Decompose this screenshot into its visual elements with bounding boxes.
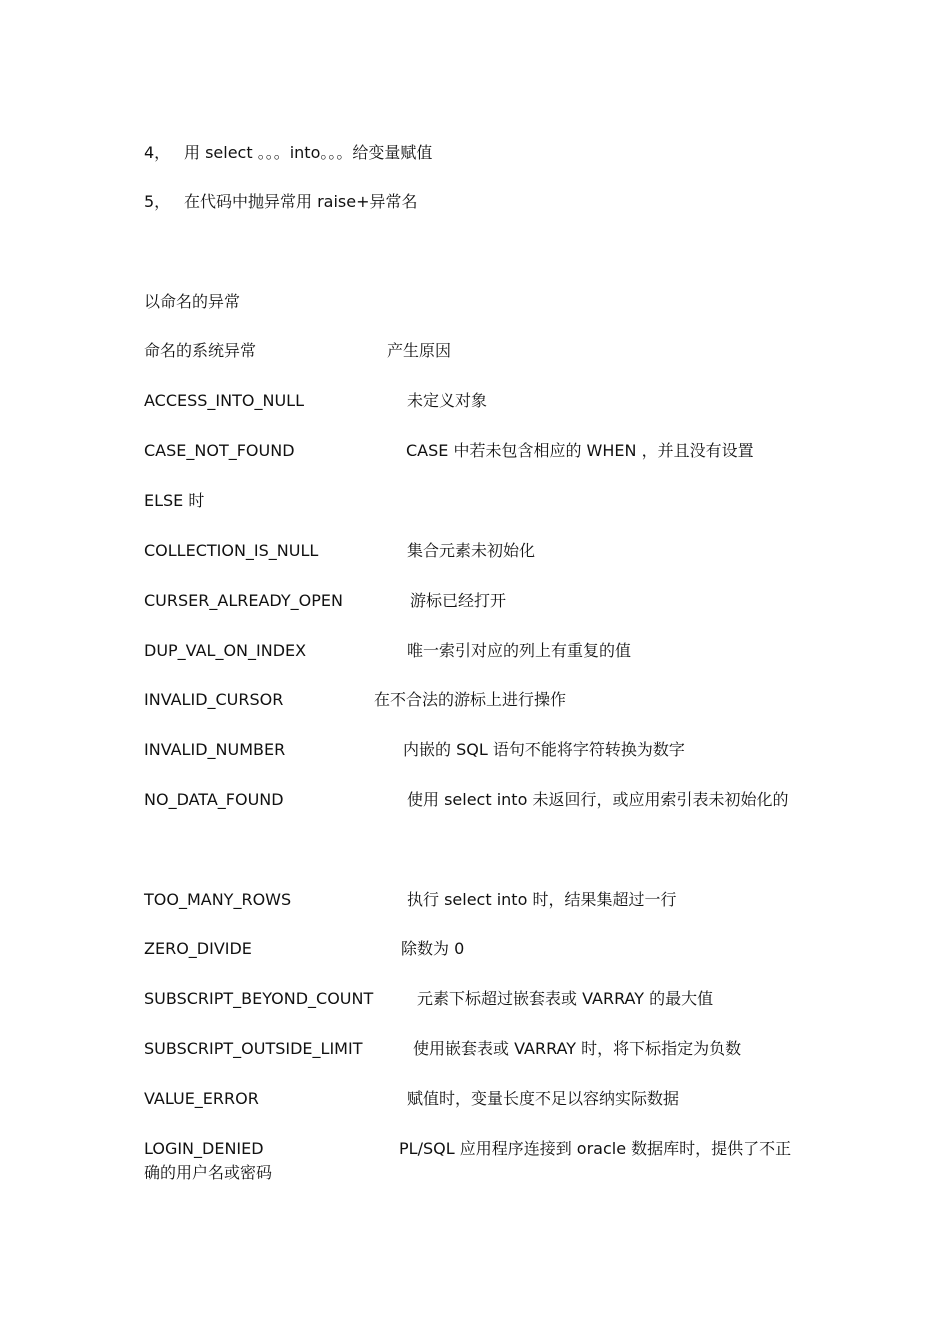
header-reason: 产生原因	[387, 341, 452, 360]
exception-name: INVALID_NUMBER	[144, 740, 286, 759]
exception-name: CASE_NOT_FOUND	[144, 441, 295, 460]
table-row	[144, 441, 844, 461]
table-row	[144, 790, 844, 810]
exception-name: DUP_VAL_ON_INDEX	[144, 641, 307, 660]
exception-name: SUBSCRIPT_BEYOND_COUNT	[144, 989, 374, 1008]
header-name: 命名的系统异常	[144, 341, 257, 360]
exception-reason: 除数为 0	[401, 939, 465, 958]
exception-reason: PL/SQL 应用程序连接到 oracle 数据库时，提供了不正	[399, 1139, 792, 1158]
table-row	[144, 641, 844, 661]
exception-reason: 使用嵌套表或 VARRAY 时，将下标指定为负数	[413, 1039, 742, 1058]
exception-name: ACCESS_INTO_NULL	[144, 391, 304, 410]
table-row	[144, 690, 844, 710]
exception-reason: 赋值时，变量长度不足以容纳实际数据	[407, 1089, 680, 1108]
step-text: 用 select 。。。into。。。给变量赋值	[184, 143, 433, 162]
exception-reason: CASE 中若未包含相应的 WHEN ，并且没有设置	[406, 441, 754, 460]
table-row	[144, 1039, 844, 1059]
table-row	[144, 890, 844, 910]
step-number: 5，	[144, 192, 171, 211]
exception-name: ELSE 时	[144, 491, 205, 510]
exception-name: SUBSCRIPT_OUTSIDE_LIMIT	[144, 1039, 363, 1058]
exception-reason: 执行 select into 时，结果集超过一行	[407, 890, 677, 909]
step-text: 在代码中抛异常用 raise+异常名	[184, 192, 418, 211]
table-row	[144, 591, 844, 611]
exception-reason: 元素下标超过嵌套表或 VARRAY 的最大值	[417, 989, 714, 1008]
exception-reason: 未定义对象	[407, 391, 488, 410]
table-row	[144, 740, 844, 760]
exception-name: TOO_MANY_ROWS	[144, 890, 292, 909]
exception-reason: 在不合法的游标上进行操作	[374, 690, 567, 709]
exception-name: NO_DATA_FOUND	[144, 790, 284, 809]
table-row	[144, 391, 844, 411]
exception-name: ZERO_DIVIDE	[144, 939, 252, 958]
step-4	[144, 143, 432, 163]
exception-name: VALUE_ERROR	[144, 1089, 259, 1108]
table-header	[144, 341, 844, 361]
table-row	[144, 541, 844, 561]
table-row	[144, 939, 844, 959]
step-number: 4，	[144, 143, 171, 162]
reason-continuation: 确的用户名或密码	[144, 1163, 273, 1182]
exception-reason: 集合元素未初始化	[407, 541, 536, 560]
exception-name: COLLECTION_IS_NULL	[144, 541, 319, 560]
step-5	[144, 192, 418, 212]
exception-reason: 游标已经打开	[410, 591, 507, 610]
table-row	[144, 989, 844, 1009]
exception-reason: 使用 select into 未返回行，或应用索引表未初始化的	[407, 790, 789, 809]
exception-reason: 内嵌的 SQL 语句不能将字符转换为数字	[403, 740, 685, 759]
exception-reason: 唯一索引对应的列上有重复的值	[407, 641, 632, 660]
exception-name: CURSER_ALREADY_OPEN	[144, 591, 343, 610]
table-row	[144, 1139, 844, 1159]
table-row	[144, 1089, 844, 1109]
exception-name: LOGIN_DENIED	[144, 1139, 264, 1158]
table-row	[144, 491, 844, 511]
exception-name: INVALID_CURSOR	[144, 690, 284, 709]
section-title: 以命名的异常	[144, 292, 241, 311]
